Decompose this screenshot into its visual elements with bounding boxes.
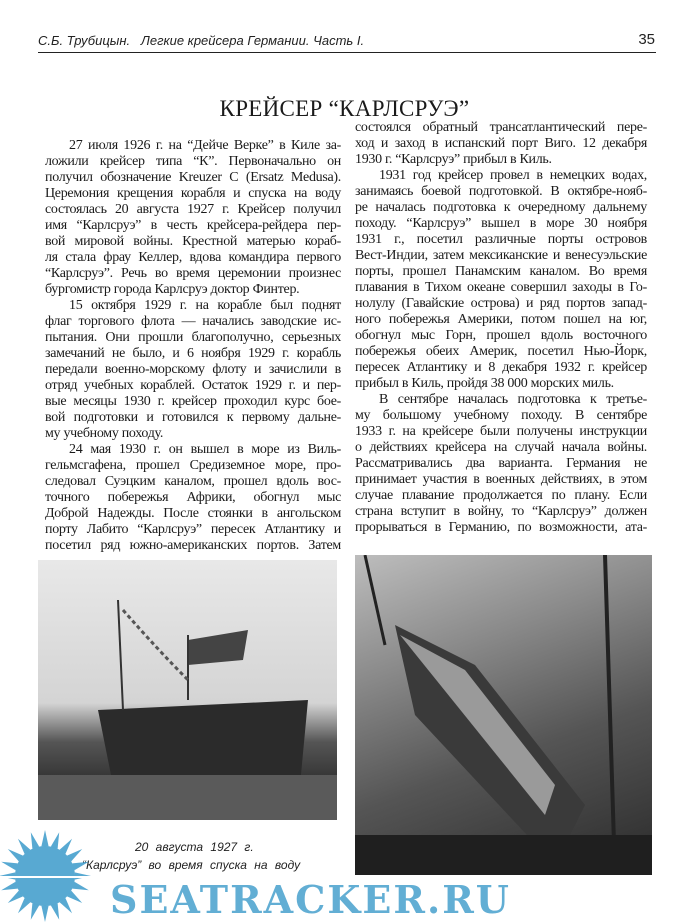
text-line: следовал Суэцким каналом, прошел вдоль вос- bbox=[45, 474, 341, 489]
text-line: передали военно-морскому флоту и зачислили в bbox=[45, 362, 341, 377]
text-line: походу. “Карлсруэ” вышел в море 30 ноября bbox=[355, 216, 647, 231]
text-line: му большому учебному походу. В сентябре bbox=[355, 408, 647, 423]
ship-launch-illustration bbox=[38, 560, 337, 820]
sun-ray bbox=[31, 903, 39, 920]
header-rule bbox=[38, 52, 656, 53]
photo-caption-date: 20 августа 1927 г. bbox=[135, 840, 254, 854]
left-text-column bbox=[45, 138, 341, 554]
text-line: точного побережья Африки, обогнул мыс bbox=[45, 490, 341, 505]
sun-ray bbox=[1, 862, 18, 870]
text-line: флаг торгового флота — начались заводские ис- bbox=[45, 314, 341, 329]
text-line: имя “Карлсруэ” в честь крейсера-рейдера пер- bbox=[45, 218, 341, 233]
text-line: замечаний не было, и 6 ноября 1929 г. корабль bbox=[45, 346, 341, 361]
ship-slipway-illustration bbox=[355, 555, 652, 875]
text-line: 24 мая 1930 г. он вышел в море из Виль- bbox=[69, 442, 341, 457]
text-line: 15 октября 1929 г. на корабле был поднят bbox=[69, 298, 341, 313]
text-line: 27 июля 1926 г. на “Дейче Верке” в Киле за- bbox=[69, 138, 341, 153]
text-line: страна вступит в войну, то “Карлсруэ” должен bbox=[355, 504, 647, 519]
text-line: 1930 г. “Карлсруэ” прибыл в Киль. bbox=[355, 152, 552, 167]
text-line: занимаясь боевой подготовкой. В октябре-нояб- bbox=[355, 184, 647, 199]
text-line: вые месяцы 1930 г. крейсер проходил курс бое- bbox=[45, 394, 341, 409]
sun-ray bbox=[72, 882, 89, 890]
photo-caption-text: “Карлсруэ” во время спуска на воду bbox=[82, 858, 301, 872]
sun-ray bbox=[51, 832, 59, 849]
text-line: вой подготовки и готовился к первому дальне- bbox=[45, 410, 341, 425]
text-line: случае плавание продолжается по плану. Если bbox=[355, 488, 647, 503]
text-line: ного побережья Америки, потом пошел на юг, bbox=[355, 312, 647, 327]
text-line: 1931 г., посетил различные порты островов bbox=[355, 232, 647, 247]
sun-ray bbox=[41, 906, 48, 922]
text-line: 1931 год крейсер провел в немецких водах, bbox=[379, 168, 647, 183]
text-line: состоялась 20 августа 1927 г. Крейсер получил bbox=[45, 202, 341, 217]
text-line: 1933 г. на крейсере были получены инструкции bbox=[355, 424, 647, 439]
text-line: Вест-Индии, затем мексиканские и венесуэльские bbox=[355, 248, 647, 263]
text-line: ход и заход в испанский порт Виго. 12 декабря bbox=[355, 136, 647, 151]
watermark-sun-logo bbox=[0, 826, 100, 924]
text-line: ложили крейсер типа “К”. Первоначально он bbox=[45, 154, 341, 169]
right-text-column bbox=[355, 120, 647, 536]
sun-ray bbox=[72, 862, 89, 870]
sun-ray bbox=[31, 832, 39, 849]
text-line: о действиях крейсера на случай начала войны. bbox=[355, 440, 647, 455]
text-line: пытания. Они прошли благополучно, серьезных bbox=[45, 330, 341, 345]
running-header: С.Б. Трубицын. Легкие крейсера Германии. Часть I. bbox=[38, 33, 365, 48]
text-line: нолулу (Гавайские острова) и ряд портов запад- bbox=[355, 296, 647, 311]
sun-ray bbox=[41, 830, 48, 846]
ship-slipway-photo bbox=[355, 555, 652, 875]
text-line: порты, прошел Панамским каналом. Во время bbox=[355, 264, 647, 279]
text-line: прибыл в Киль, пройдя 38 000 морских миль. bbox=[355, 376, 614, 391]
sun-ray bbox=[1, 882, 18, 890]
text-line: состоялся обратный трансатлантический пере- bbox=[355, 120, 647, 135]
text-line: получил обозначение Kreuzer C (Ersatz Medusa). bbox=[45, 170, 341, 185]
text-line: Рассматривались два варианта. Германия не bbox=[355, 456, 647, 471]
text-line: бургомистр города Карлсруэ доктор Финтер. bbox=[45, 282, 300, 297]
text-line: В сентябре началась подготовка к третье- bbox=[379, 392, 647, 407]
text-line: прорываться в Германию, по возможности, ата- bbox=[355, 520, 647, 535]
text-line: порту Лабито “Карлсруэ” пересек Атлантику и bbox=[45, 522, 341, 537]
text-line: принимает участия в военных действиях, в этом bbox=[355, 472, 647, 487]
sun-ray bbox=[51, 903, 59, 920]
text-line: Доброй Надежды. После стоянки в ангольском bbox=[45, 506, 341, 521]
ship-launch-photo bbox=[38, 560, 337, 820]
text-line: ре началась подготовка к очередному дальнему bbox=[355, 200, 647, 215]
page-number: 35 bbox=[638, 31, 655, 48]
text-line: “Карлсруэ”. Речь во время церемонии произнес bbox=[45, 266, 341, 281]
text-line: му учебному походу. bbox=[45, 426, 164, 441]
article-title: КРЕЙСЕР “КАРЛСРУЭ” bbox=[219, 96, 470, 121]
text-line: плавания в Тихом океане совершил заходы в Го- bbox=[355, 280, 647, 295]
text-line: вой мировой войны. Крестной матерью кораб- bbox=[45, 234, 341, 249]
text-line: гельмсгафена, прошел Средиземное море, про- bbox=[45, 458, 341, 473]
text-line: Церемония крещения корабля и спуска на воду bbox=[45, 186, 341, 201]
watermark-text: SEATRACKER.RU bbox=[110, 877, 511, 922]
text-line: пересек Атлантику и 8 декабря 1932 г. крейсер bbox=[355, 360, 647, 375]
text-line: обогнул мыс Горн, прошел вдоль восточного bbox=[355, 328, 647, 343]
text-line: отряд учебных кораблей. Остаток 1929 г. и пер- bbox=[45, 378, 341, 393]
text-line: побережья обеих Америк, посетил Нью-Йорк, bbox=[355, 344, 647, 359]
text-line: ля стала фрау Келлер, вдова командира первого bbox=[45, 250, 341, 265]
text-line: посетил ряд южно-американских портов. Затем bbox=[45, 538, 341, 553]
